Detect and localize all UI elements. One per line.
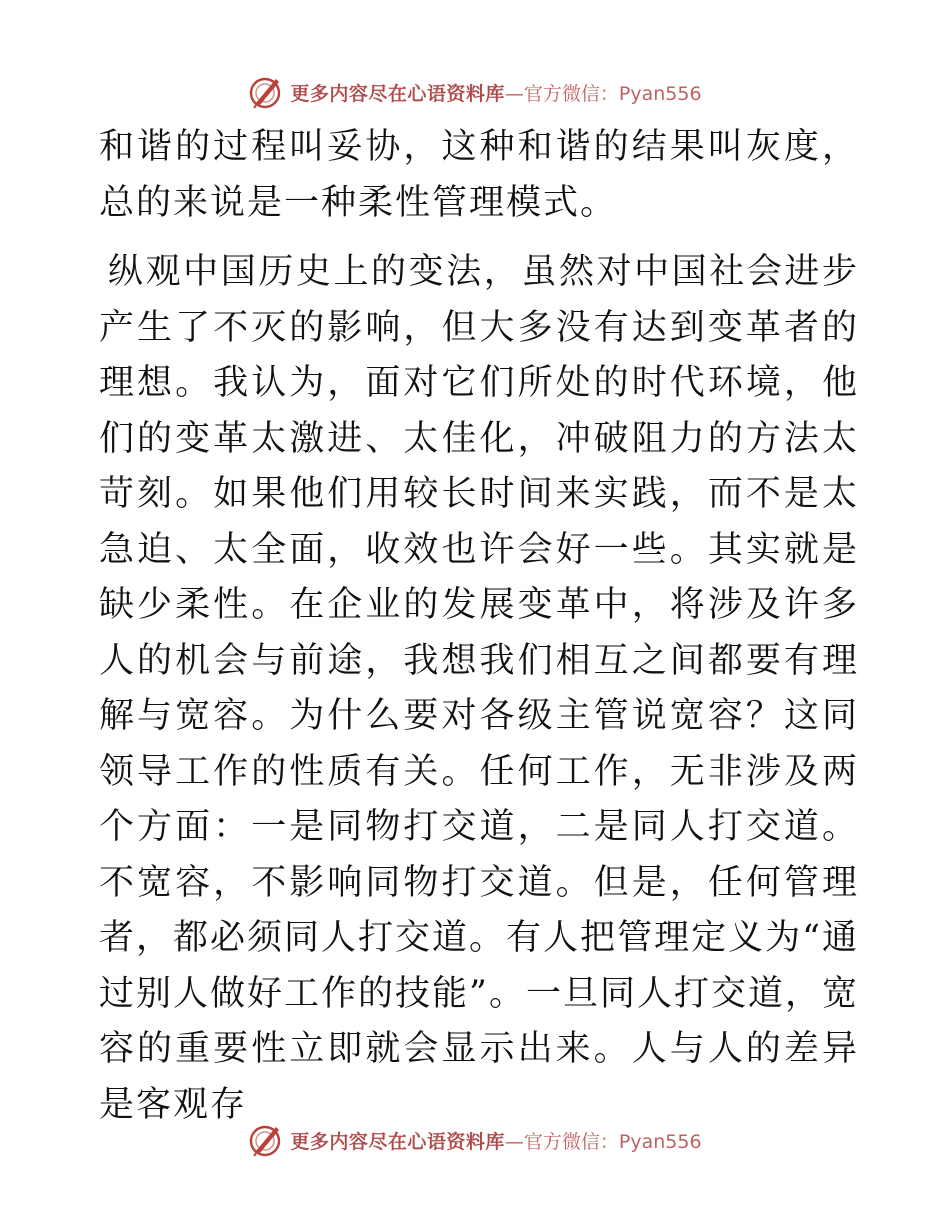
header-contact: —官方微信：Pyan556 [504, 82, 702, 105]
header-banner [0, 72, 950, 112]
quill-pen-logo-icon [248, 74, 284, 110]
paragraph-1: 和谐的过程叫妥协，这种和谐的结果叫灰度，总的来说是一种柔性管理模式。 [99, 127, 859, 223]
document-body [99, 120, 859, 1133]
footer-site-name: 更多内容尽在心语资料库 [290, 1130, 505, 1153]
footer-contact: —官方微信：Pyan556 [504, 1130, 702, 1153]
quill-pen-logo-icon [248, 1122, 284, 1158]
footer-banner [0, 1120, 950, 1160]
header-site-name: 更多内容尽在心语资料库 [290, 82, 505, 105]
paragraph-2: 纵观中国历史上的变法，虽然对中国社会进步产生了不灭的影响，但大多没有达到变革者的理想。我认为，面对它们所处的时代环境，他们的变革太激进、太佳化，冲破阻力的方法太苛刻。如果他们用较长时间来实践，而不是太急迫、太全面，收效也许会好一些。其实就是缺少柔性。在企业的发展变革中，将涉及许多人的机会与前途，我想我们相互之间都要有理解与宽容。为什么要对各级主管说宽容？这同领导工作的性质有关。任何工作，无非涉及两个方面：一是同物打交道，二是同人打交道。不宽容，不影响同物打交道。但是，任何管理者，都必须同人打交道。有人把管理定义为“通过别人做好工作的技能”。一旦同人打交道，宽容的重要性立即就会显示出来。人与人的差异是客观存 [99, 252, 859, 1125]
